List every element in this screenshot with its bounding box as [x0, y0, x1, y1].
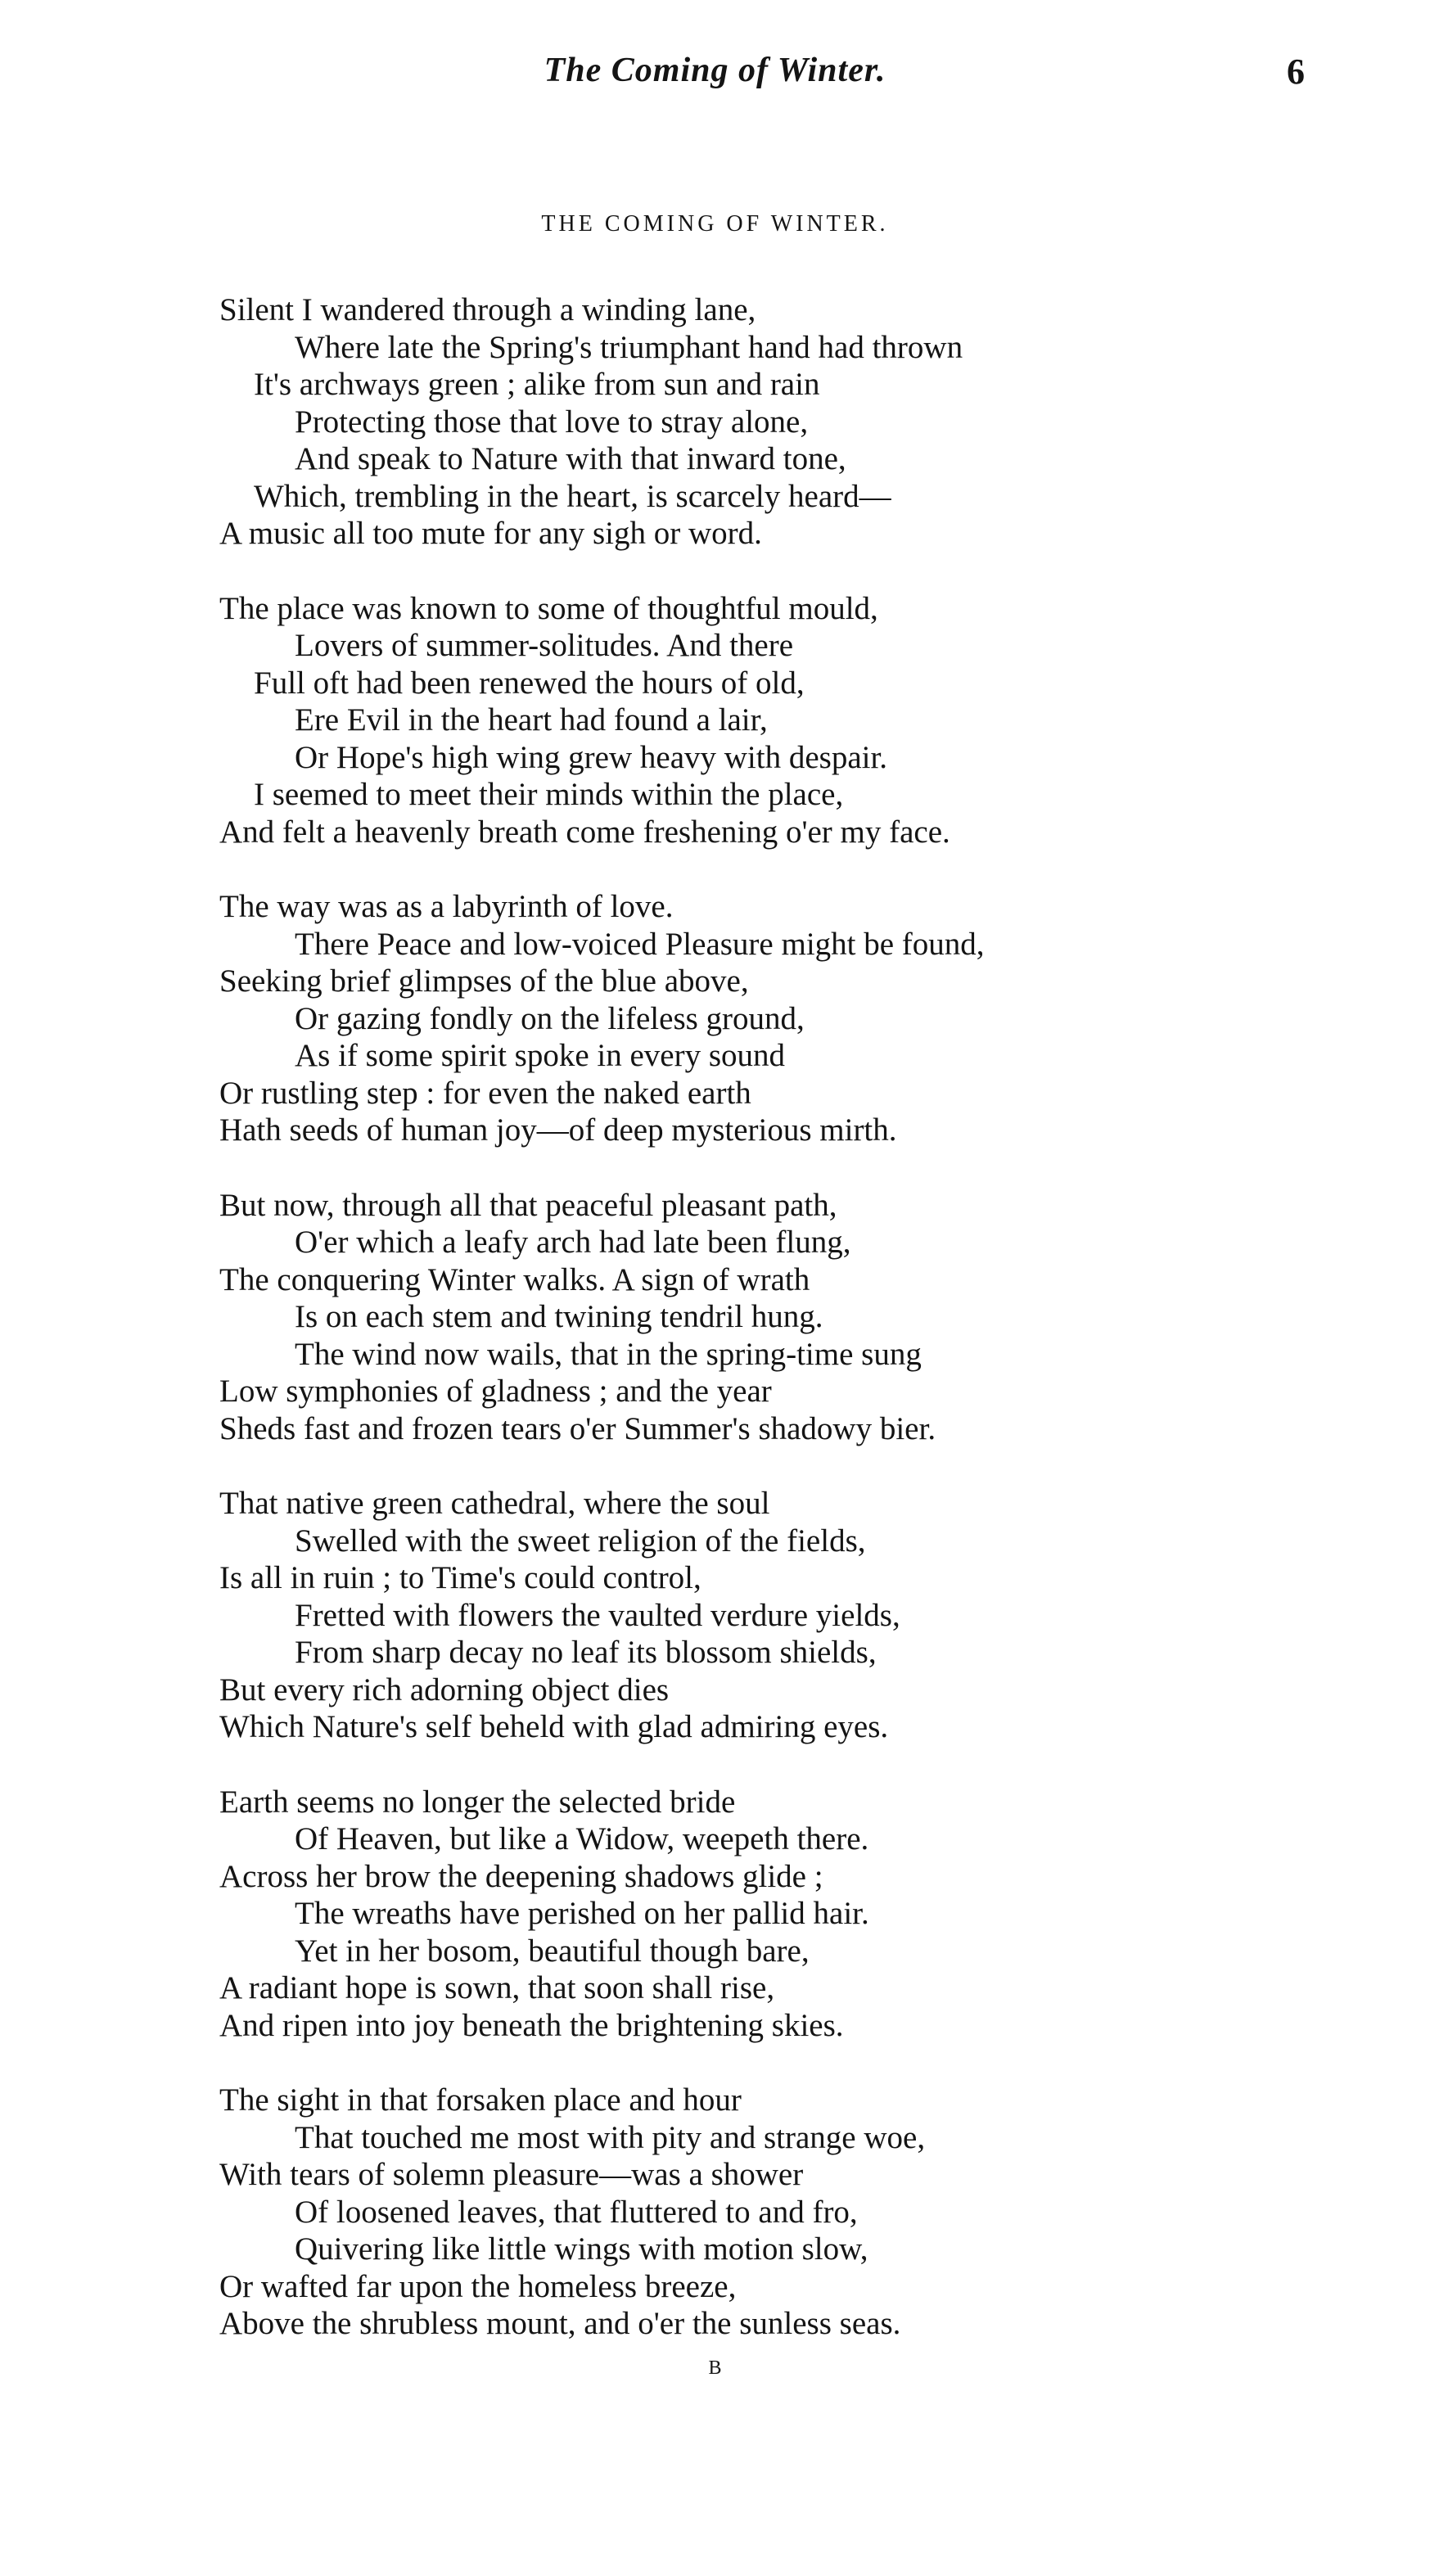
- verse-line: Earth seems no longer the selected bride: [219, 1784, 736, 1820]
- verse-line: The wreaths have perished on her pallid hair.: [295, 1896, 869, 1931]
- verse-line: Is all in ruin ; to Time's could control,: [219, 1560, 701, 1595]
- verse-line: Low symphonies of gladness ; and the year: [219, 1374, 772, 1409]
- verse-line: And speak to Nature with that inward tone,: [295, 441, 846, 476]
- verse-line: Across her brow the deepening shadows glide ;: [219, 1858, 823, 1894]
- verse-line: Or Hope's high wing grew heavy with despair.: [295, 739, 888, 775]
- verse-line: The sight in that forsaken place and hour: [219, 2082, 742, 2118]
- verse-line: Is on each stem and twining tendril hung.: [295, 1299, 823, 1334]
- verse-line: A music all too mute for any sigh or word.: [219, 516, 762, 551]
- stanza: [0, 888, 1430, 1149]
- stanza: [0, 1485, 1430, 1746]
- signature-mark: B: [708, 2357, 722, 2379]
- verse-line: Or rustling step : for even the naked earth: [219, 1075, 751, 1111]
- verse-line: But now, through all that peaceful pleasant path,: [219, 1187, 837, 1223]
- verse-line: Of Heaven, but like a Widow, weepeth there.: [295, 1821, 869, 1856]
- verse-line: O'er which a leafy arch had late been flung,: [295, 1225, 851, 1260]
- stanza: [0, 1784, 1430, 2045]
- verse-line: Of loosened leaves, that fluttered to and fro,: [295, 2194, 858, 2230]
- poem-body: [0, 291, 1430, 2380]
- verse-line: The conquering Winter walks. A sign of wrath: [219, 1261, 810, 1297]
- verse-line: The place was known to some of thoughtful mould,: [219, 590, 878, 626]
- verse-line: Fretted with flowers the vaulted verdure yields,: [295, 1597, 900, 1633]
- verse-line: Protecting those that love to stray alone,: [295, 404, 809, 440]
- verse-line: Or gazing fondly on the lifeless ground,: [295, 1000, 805, 1036]
- verse-line: That touched me most with pity and strange woe,: [295, 2119, 926, 2155]
- verse-line: There Peace and low-voiced Pleasure might be found,: [295, 926, 985, 962]
- verse-line: Which, trembling in the heart, is scarcely heard—: [254, 478, 891, 514]
- verse-line: The way was as a labyrinth of love.: [219, 889, 674, 924]
- verse-line: And felt a heavenly breath come freshening o'er my face.: [219, 814, 950, 850]
- verse-line: From sharp decay no leaf its blossom shields,: [295, 1635, 877, 1670]
- verse-line: Quivering like little wings with motion slow,: [295, 2231, 868, 2267]
- verse-line: Sheds fast and frozen tears o'er Summer's shadowy bier.: [219, 1410, 936, 1446]
- stanza: [0, 1187, 1430, 1448]
- verse-line: And ripen into joy beneath the brightening skies.: [219, 2007, 844, 2043]
- verse-line: Seeking brief glimpses of the blue above,: [219, 963, 749, 999]
- poem-title: THE COMING OF WINTER.: [541, 211, 889, 237]
- stanza: [0, 590, 1430, 851]
- verse-line: That native green cathedral, where the soul: [219, 1486, 770, 1521]
- verse-line: As if some spirit spoke in every sound: [295, 1038, 786, 1073]
- verse-line: Or wafted far upon the homeless breeze,: [219, 2268, 737, 2304]
- verse-line: Full oft had been renewed the hours of old,: [254, 665, 805, 701]
- verse-line: With tears of solemn pleasure—was a shower: [219, 2157, 804, 2192]
- verse-line: Which Nature's self beheld with glad admiring eyes.: [219, 1709, 889, 1744]
- verse-line: Above the shrubless mount, and o'er the sunless seas.: [219, 2306, 901, 2341]
- verse-line: Ere Evil in the heart had found a lair,: [295, 702, 768, 738]
- verse-line: Yet in her bosom, beautiful though bare,: [295, 1933, 810, 1969]
- verse-line: But every rich adorning object dies: [219, 1671, 670, 1708]
- stanza: [0, 291, 1430, 553]
- verse-line: It's archways green ; alike from sun and rain: [254, 367, 820, 402]
- verse-line: Lovers of summer-solitudes. And there: [295, 628, 794, 663]
- verse-line: Where late the Spring's triumphant hand had thrown: [295, 329, 963, 365]
- page-number: 6: [1287, 52, 1305, 92]
- verse-line: I seemed to meet their minds within the place,: [254, 777, 844, 812]
- stanza: [0, 2082, 1430, 2343]
- verse-line: The wind now wails, that in the spring-time sung: [295, 1336, 922, 1372]
- running-head: The Coming of Winter.: [544, 52, 886, 89]
- verse-line: Hath seeds of human joy—of deep mysterious mirth.: [219, 1112, 897, 1148]
- verse-line: A radiant hope is sown, that soon shall rise,: [219, 1970, 775, 2005]
- verse-line: Silent I wandered through a winding lane,: [219, 292, 756, 327]
- verse-line: Swelled with the sweet religion of the fields,: [295, 1523, 866, 1559]
